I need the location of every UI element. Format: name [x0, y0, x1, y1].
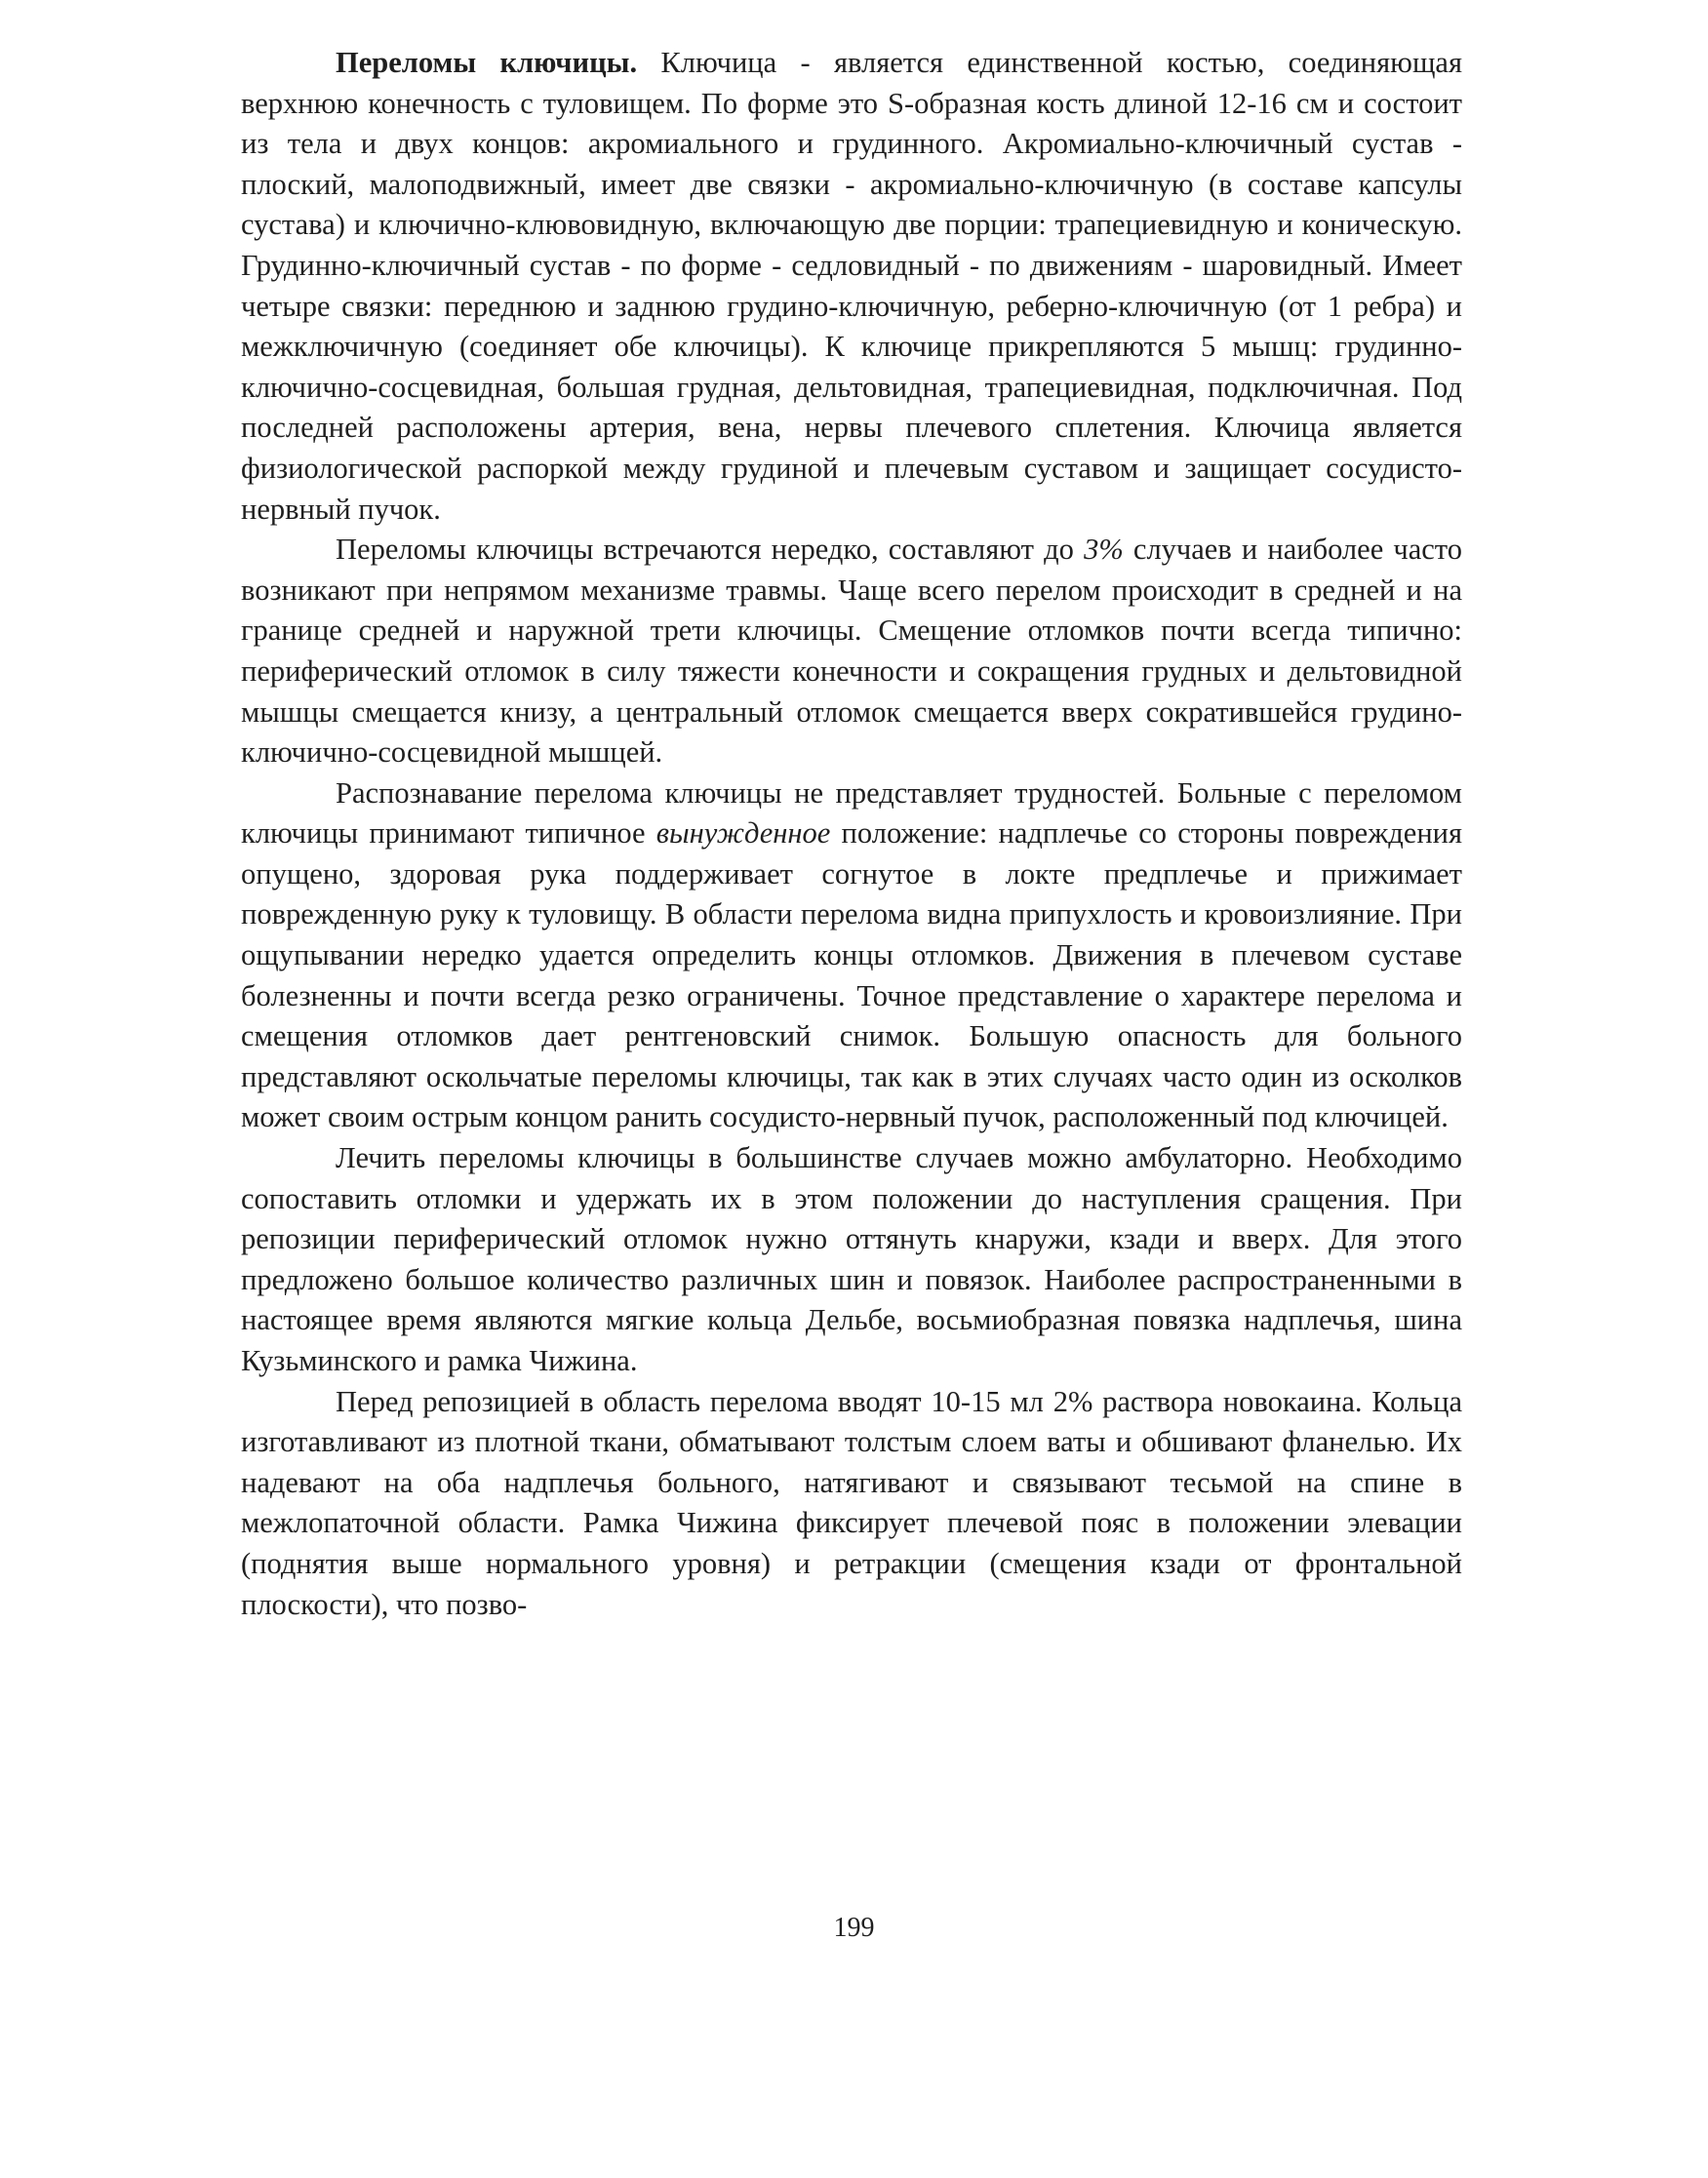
paragraph-treatment: Лечить переломы ключицы в большинстве случаев можно амбулаторно. Необходимо сопоставить отломки и удержать их в этом положении до наступления сращения. При репозиции периферический отломок нужно оттянуть кнаружи, кзади и вверх. Для этого предложено большое количество различных шин и повязок. Наиболее распространенными в настоящее время являются мягкие кольца Дельбе, восьмиобразная повязка надплечья, шина Кузьминского и рамка Чижина. [241, 1141, 1462, 1377]
document-page [241, 43, 1462, 1625]
paragraph-reposition: Перед репозицией в область перелома вводят 10-15 мл 2% раствора новокаина. Кольца изготавливают из плотной ткани, обматывают толстым слоем ваты и обшивают фланелью. Их надевают на оба надплечья больного, натягивают и связывают тесьмой на спине в межлопаточной области. Рамка Чижина фиксирует плечевой пояс в положении элевации (поднятия выше нормального уровня) и ретракции (смещения кзади от фронтальной плоскости), что позво- [241, 1384, 1462, 1621]
paragraph-text: случаев и наиболее часто возникают при непрямом механизме травмы. Чаще всего перелом происходит в средней и на границе средней и наружной трети ключицы. Смещение отломков почти всегда типично: периферический отломок в силу тяжести конечности и сокращения грудных и дельтовидной мышцы смещается книзу, а центральный отломок смещается вверх сократившейся грудино-ключично-сосцевидной мышцей. [241, 533, 1462, 770]
paragraph-diagnosis [241, 773, 1462, 1138]
paragraph-text: Переломы ключицы встречаются нередко, составляют до [336, 533, 1085, 567]
section-heading: Переломы ключицы. [336, 46, 638, 79]
page-number: 199 [833, 1913, 875, 1943]
paragraph-text: Ключица - является единственной костью, соединяющая верхнюю конечность с туловищем. По форме это S-образная кость длиной 12-16 см и состоит из тела и двух концов: акромиального и грудинного. Акромиально-ключичный сустав - плоский, малоподвижный, имеет две связки - акромиально-ключичную (в составе капсулы сустава) и ключично-клювовидную, включающую две порции: трапециевидную и коническую. Грудинно-ключичный сустав - по форме - седловидный - по движениям - шаровидный. Имеет четыре связки: переднюю и заднюю грудино-ключичную, реберно-ключичную (от 1 ребра) и межключичную (соединяет обе ключицы). К ключице прикрепляются 5 мышц: грудинно-ключично-сосцевидная, большая грудная, дельтовидная, трапециевидная, подключичная. Под последней расположены артерия, вена, нервы плечевого сплетения. Ключица является физиологической распоркой между грудиной и плечевым суставом и защищает сосудисто-нервный пучок. [241, 46, 1462, 526]
emphasis-text: вынужденное [655, 816, 831, 851]
paragraph-text: положение: надплечье со стороны повреждения опущено, здоровая рука поддерживает согнутое в локте предплечье и прижимает поврежденную руку к туловищу. В области перелома видна припухлость и кровоизлияние. При ощупывании нередко удается определить концы отломков. Движения в плечевом суставе болезненны и почти всегда резко ограничены. Точное представление о характере перелома и смещения отломков дает рентгеновский снимок. Большую опасность для больного представляют оскольчатые переломы ключицы, так как в этих случаях часто один из осколков может своим острым концом ранить сосудисто-нервный пучок, расположенный под ключицей. [241, 816, 1463, 1134]
emphasis-text: 3% [1084, 533, 1124, 567]
paragraph-text: Распознавание перелома ключицы не представляет трудностей. Больные с переломом ключицы принимают типичное [241, 775, 1462, 851]
paragraph-clavicle-anatomy [241, 43, 1462, 530]
paragraph-fracture-frequency [241, 530, 1462, 773]
